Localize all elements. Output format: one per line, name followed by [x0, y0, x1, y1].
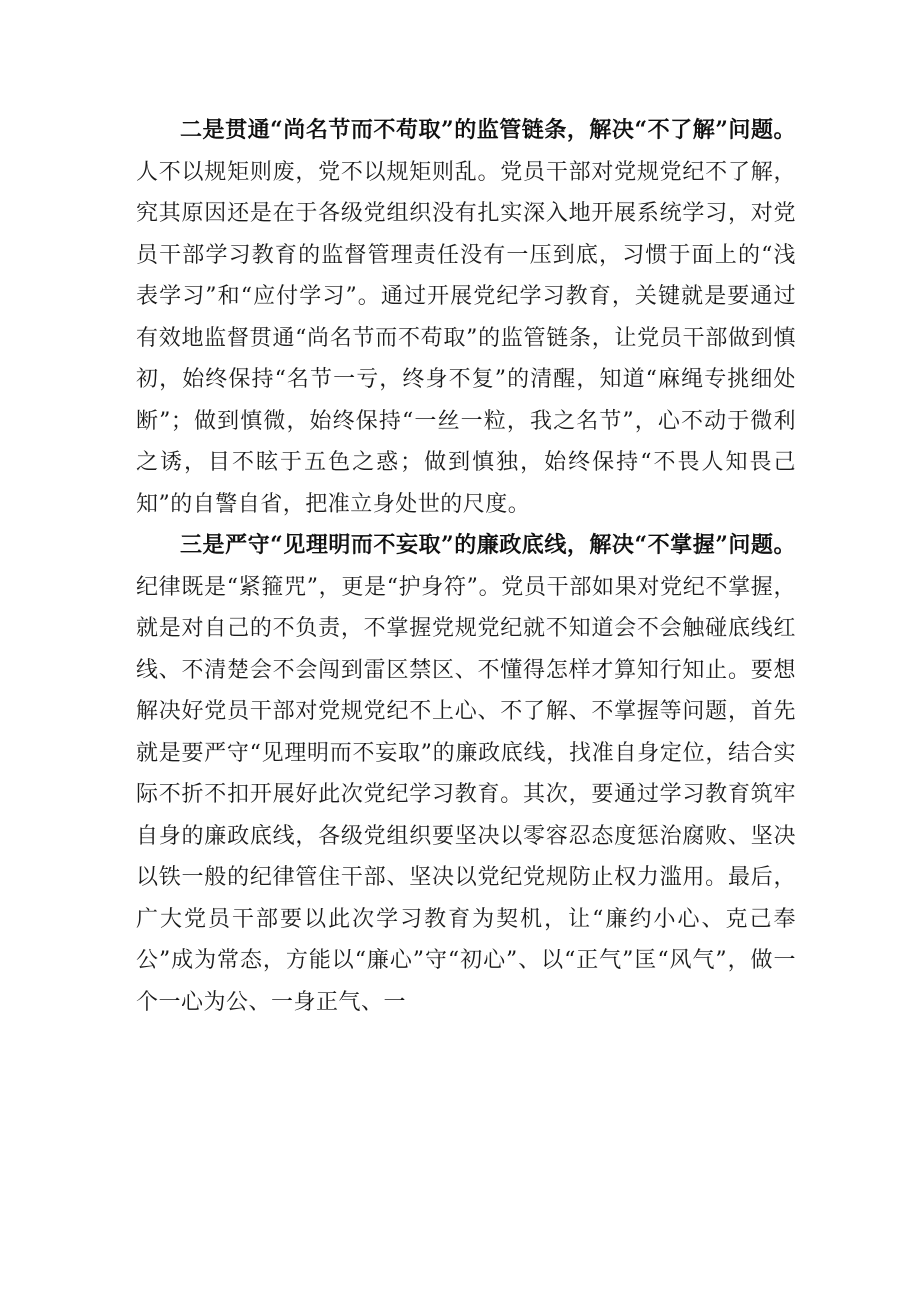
- paragraph-3-text: 纪律既是“紧箍咒”，更是“护身符”。党员干部如果对党纪不掌握，就是对自己的不负责，不掌握党规党纪就不知道会不会触碰底线红线、不清楚会不会闯到雷区禁区、不懂得怎样才算知行知止。要想解决好党员干部对党规党纪不上心、不了解、不掌握等问题，首先就是要严守“见理明而不妄取”的廉政底线，找准自身定位，结合实际不折不扣开展好此次党纪学习教育。其次，要通过学习教育筑牢自身的廉政底线，各级党组织要坚决以零容忍态度惩治腐败、坚决以铁一般的纪律管住干部、坚决以党纪党规防止权力滥用。最后，广大党员干部要以此次学习教育为契机，让“廉约小心、克己奉公”成为常态，方能以“廉心”守“初心”、以“正气”匡“风气”，做一个一心为公、一身正气、一: [136, 574, 796, 1015]
- paragraph-2-heading: 二是贯通“尚名节而不苟取”的监管链条，解决“不了解”问题。: [180, 117, 796, 143]
- paragraph-2-text: 人不以规矩则废，党不以规矩则乱。党员干部对党规党纪不了解，究其原因还是在于各级党组织没有扎实深入地开展系统学习，对党员干部学习教育的监督管理责任没有一压到底，习惯于面上的“浅表学习”和“应付学习”。通过开展党纪学习教育，关键就是要通过有效地监督贯通“尚名节而不苟取”的监管链条，让党员干部做到慎初，始终保持“名节一亏，终身不复”的清醒，知道“麻绳专挑细处断”；做到慎微，始终保持“一丝一粒，我之名节”，心不动于微利之诱，目不眩于五色之惑；做到慎独，始终保持“不畏人知畏己知”的自警自省，把准立身处世的尺度。: [136, 159, 796, 517]
- paragraph-3-heading: 三是严守“见理明而不妄取”的廉政底线，解决“不掌握”问题。: [180, 532, 796, 558]
- paragraph-2: [136, 110, 796, 525]
- paragraph-3: [136, 525, 796, 1023]
- document-body: [136, 110, 796, 1023]
